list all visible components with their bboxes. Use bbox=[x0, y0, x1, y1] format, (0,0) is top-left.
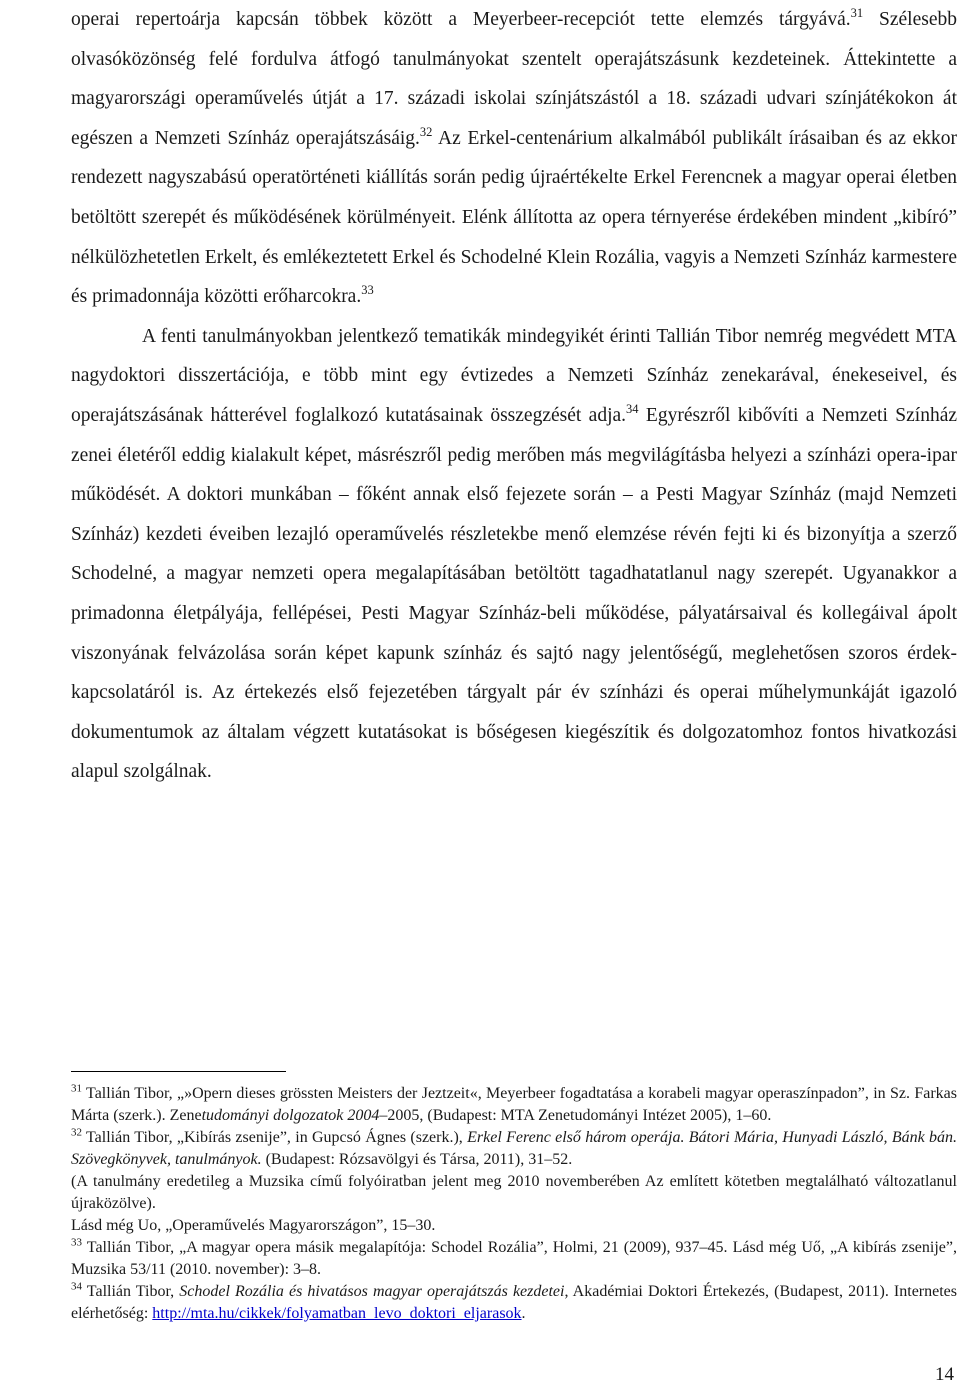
footnote-ref-32[interactable]: 32 bbox=[419, 124, 433, 139]
footnote-text: Tallián Tibor, „»Opern dieses grössten Meisters der Jeztzeit«, Meyerbeer fogadtatása a korabeli magyar operaszínpadon”, in Sz. Farkas Márta (szerk.). Zene bbox=[71, 1085, 957, 1124]
footnote-text: (Budapest: Rózsavölgyi és Társa, 2011), 31–52. bbox=[261, 1151, 573, 1168]
doctoral-procedures-link[interactable]: http://mta.hu/cikkek/folyamatban_levo_doktori_eljarasok bbox=[152, 1305, 522, 1322]
paragraph-text: Szélesebb olvasóközönség felé fordulva átfogó tanulmányokat szentelt operajátszásunk kezdeteinek. Áttekintette a magyarországi operaművelés útját a 17. századi iskolai színjátszástól a 18. századi udvari színjátékokon át egészen a Nemzeti Színház operajátszásáig. bbox=[71, 9, 957, 149]
footnote-ref-33[interactable]: 33 bbox=[361, 283, 374, 298]
footnote-text: –2005, (Budapest: MTA Zenetudományi Intézet 2005), 1–60. bbox=[379, 1107, 772, 1124]
footnote-separator bbox=[71, 1071, 286, 1072]
footnote-32 bbox=[71, 1127, 957, 1171]
paragraph-text: A fenti tanulmányokban jelentkező tematikák mindegyikét érinti Tallián Tibor nemrég megvédett MTA nagydoktori disszertációja, e több mint egy évtizedes a Nemzeti Színház zenekarával, énekeseivel, és operajátszásának hátterével foglalkozó kutatásainak összegzését adja. bbox=[71, 325, 957, 426]
paragraph-text: Az Erkel-centenárium alkalmából publikált írásaiban és az ekkor rendezett nagyszabású operatörténeti kiállítás során pedig újraértékelte Erkel Ferencnek a magyar operai életben betöltött szerepét és működésének körülményeit. Elénk állította az opera térnyerése érdekében mindent „kibíró” nélkülözhetetlen Erkelt, és emlékeztetett Erkel és Schodelné Klein Rozália, vagyis a Nemzeti Színház karmestere és primadonnája közötti erőharcokra. bbox=[71, 127, 958, 308]
footnote-italic: Erkel Ferenc első három operája. Bátori Mária, Hunyadi László, Bánk bán. Szövegkönyvek, tanulmányok. bbox=[71, 1129, 957, 1168]
footnote-number: 33 bbox=[71, 1236, 82, 1249]
paragraph-text: Egyrészről kibővíti a Nemzeti Színház zenei életéről eddig kialakult képet, másrészről pedig merőben más megvilágításba helyezi a színházi opera-ipar működését. A doktori munkában – főként annak első fejezete során – a Pesti Magyar Színház (majd Nemzeti Színház) kezdeti éveiben lezajló operaművelés részletekbe menő elemzése révén fejti ki és bizonyítja a szerző Schodelné, a magyar nemzeti opera megalapításában betöltött tagadhatatlanul nagy szerepét. Ugyanakkor a primadonna életpályája, fellépései, Pesti Magyar Színház-beli működése, pályatársaival és kollegáival ápolt viszonyának felvázolása során képet kapunk színház és sajtó nagy jelentőségű, meglehetősen szoros érdek-kapcsolatáról is. Az értekezés első fejezetében tárgyalt pár év színházi és operai műhelymunkáját igazoló dokumentumok az általam végzett kutatásokat is bőségesen kiegészítik és dolgozatomhoz fontos hivatkozási alapul szolgálnak. bbox=[71, 404, 957, 783]
footnote-number: 31 bbox=[71, 1082, 82, 1095]
paragraph-1 bbox=[71, 0, 957, 317]
footnote-text: , Akadémiai Doktori Értekezés, (Budapest, 2011). Internetes elérhetőség: bbox=[71, 1283, 958, 1322]
footnote-text: Tallián Tibor, „A magyar opera másik megalapítója: Schodel Rozália”, Holmi, 21 (2009), 937–45. Lásd még Uő, „A kibírás zsenije”, Muzsika 53/11 (2010. november): 3–8. bbox=[71, 1239, 957, 1278]
footnote-34 bbox=[71, 1281, 957, 1325]
paragraph-text: operai repertoárja kapcsán többek között a Meyerbeer-recepciót tette elemzés tárgyává. bbox=[71, 9, 851, 30]
footnote-31 bbox=[71, 1083, 957, 1127]
footnotes bbox=[71, 1083, 957, 1325]
footnote-text: Tallián Tibor, bbox=[82, 1283, 180, 1300]
page-number: 14 bbox=[935, 1364, 954, 1385]
footnote-italic: Schodel Rozália és hivatásos magyar operajátszás kezdetei bbox=[179, 1283, 565, 1300]
footnote-ref-34[interactable]: 34 bbox=[626, 401, 639, 416]
footnote-32-note: (A tanulmány eredetileg a Muzsika című folyóiratban jelent meg 2010 novemberében Az említett kötetben megtalálható változatlanul újraközölve). bbox=[71, 1173, 957, 1212]
footnote-33 bbox=[71, 1237, 957, 1281]
footnote-text: . bbox=[521, 1305, 526, 1322]
paragraph-2 bbox=[71, 317, 957, 792]
body-text bbox=[71, 0, 957, 792]
footnote-ref-31[interactable]: 31 bbox=[850, 5, 864, 20]
footnote-number: 34 bbox=[71, 1280, 82, 1293]
footnote-32-see-also: Lásd még Uo, „Operaművelés Magyarországon”, 15–30. bbox=[71, 1217, 436, 1234]
footnote-number: 32 bbox=[71, 1126, 82, 1139]
footnote-text: Tallián Tibor, „Kibírás zsenije”, in Gupcsó Ágnes (szerk.), bbox=[82, 1129, 468, 1146]
footnote-italic: tudományi dolgozatok 2004 bbox=[201, 1107, 380, 1124]
